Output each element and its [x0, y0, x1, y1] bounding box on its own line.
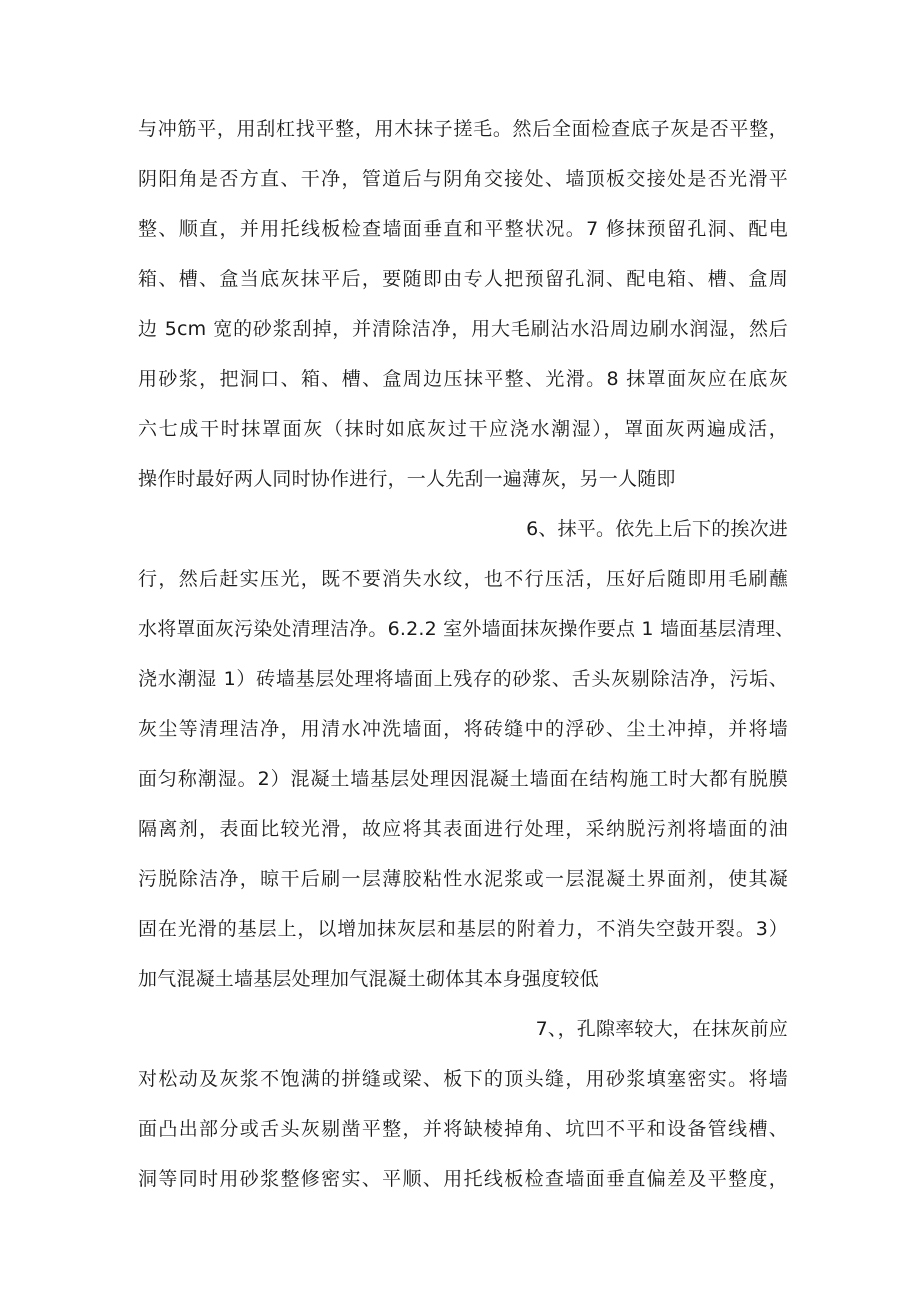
text-line: 洞等同时用砂浆整修密实、平顺、用托线板检查墙面垂直偏差及平整度，: [138, 1168, 788, 1190]
text-line: 浇水潮湿 1）砖墙基层处理将墙面上残存的砂浆、舌头灰剔除洁净，污垢、: [138, 668, 788, 690]
text-line: 灰尘等清理洁净，用清水冲洗墙面，将砖缝中的浮砂、尘土冲掉，并将墙: [138, 718, 788, 740]
text-line: 用砂浆，把洞口、箱、槽、盒周边压抹平整、光滑。8 抹罩面灰应在底灰: [138, 368, 788, 390]
text-line: 阴阳角是否方直、干净，管道后与阴角交接处、墙顶板交接处是否光滑平: [138, 168, 788, 190]
text-line: 水将罩面灰污染处清理洁净。6.2.2 室外墙面抹灰操作要点 1 墙面基层清理、: [138, 618, 795, 640]
text-line: 面凸出部分或舌头灰剔凿平整，并将缺棱掉角、坑凹不平和设备管线槽、: [138, 1118, 788, 1140]
text-line: 操作时最好两人同时协作进行，一人先刮一遍薄灰，另一人随即: [138, 468, 676, 490]
text-line: 整、顺直，并用托线板检查墙面垂直和平整状况。7 修抹预留孔洞、配电: [138, 218, 788, 240]
section-heading-line: 6、抹平。依先上后下的挨次进: [526, 518, 788, 540]
text-line: 固在光滑的基层上，以增加抹灰层和基层的附着力，不消失空鼓开裂。3）: [138, 918, 788, 940]
text-line: 箱、槽、盒当底灰抹平后，要随即由专人把预留孔洞、配电箱、槽、盒周: [138, 268, 788, 290]
text-line: 面匀称潮湿。2）混凝土墙基层处理因混凝土墙面在结构施工时大都有脱膜: [138, 768, 788, 790]
section-heading-line: 7、，孔隙率较大，在抹灰前应: [535, 1018, 788, 1040]
text-line: 污脱除洁净，晾干后刷一层薄胶粘性水泥浆或一层混凝土界面剂，使其凝: [138, 868, 788, 890]
text-line: 加气混凝土墙基层处理加气混凝土砌体其本身强度较低: [138, 968, 599, 990]
text-line: 六七成干时抹罩面灰（抹时如底灰过干应浇水潮湿），罩面灰两遍成活，: [138, 418, 788, 440]
text-line: 边 5cm 宽的砂浆刮掉，并清除洁净，用大毛刷沾水沿周边刷水润湿，然后: [138, 318, 788, 340]
text-line: 对松动及灰浆不饱满的拼缝或梁、板下的顶头缝，用砂浆填塞密实。将墙: [138, 1068, 788, 1090]
text-line: 隔离剂，表面比较光滑，故应将其表面进行处理，采纳脱污剂将墙面的油: [138, 818, 788, 840]
text-line: 行，然后赶实压光，既不要消失水纹，也不行压活，压好后随即用毛刷蘸: [138, 568, 788, 590]
text-line: 与冲筋平，用刮杠找平整，用木抹子搓毛。然后全面检查底子灰是否平整，: [138, 118, 788, 140]
